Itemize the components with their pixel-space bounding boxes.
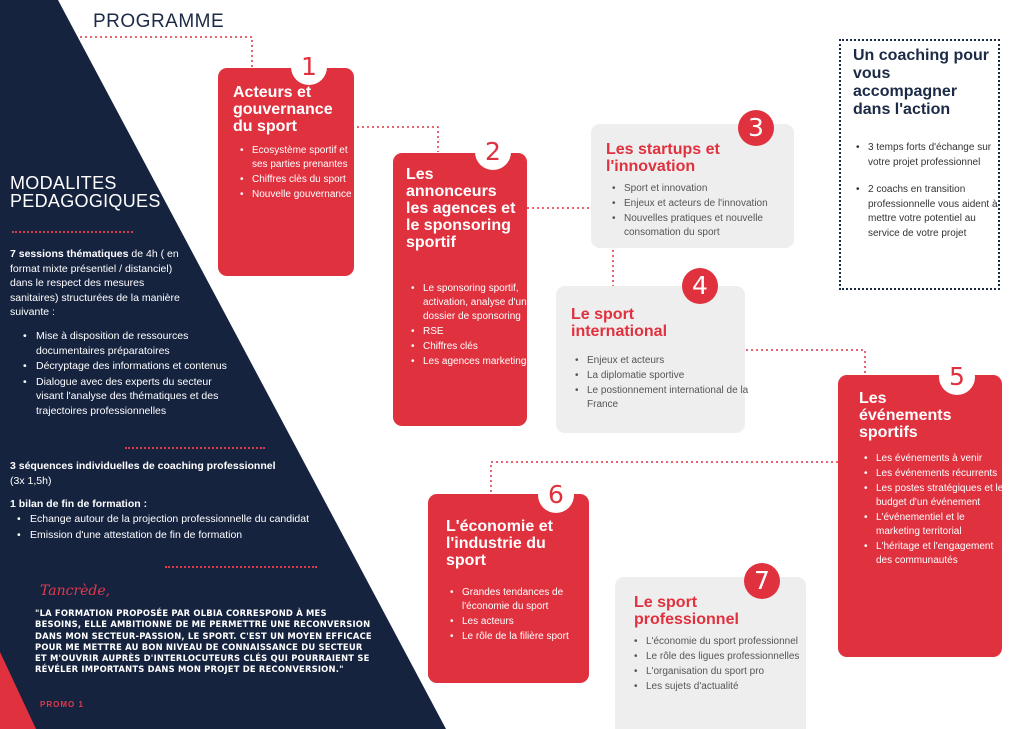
module-number-badge: 2 (475, 134, 511, 170)
list-item: • Enjeux et acteurs (587, 354, 757, 368)
list-item: • Le sponsoring sportif, activation, analyse d'un dossier de sponsoring (423, 282, 540, 324)
list-item: • Nouvelles pratiques et nouvelle consomation du sport (624, 212, 806, 240)
testimonial-author: Tancrède, (40, 583, 111, 599)
module-title: Acteurs et gouvernance du sport (233, 84, 333, 135)
sessions-bullets (14, 329, 241, 419)
module-title: Le sport international (571, 306, 668, 340)
list-item: • RSE (423, 325, 540, 339)
module-title: Les startups et l'innovation (606, 141, 720, 175)
testimonial-quote: "LA FORMATION PROPOSÉE PAR OLBIA CORRESPOND À MES BESOINS, ELLE AMBITIONNE DE ME PERMETTRE UNE RECONVERSION DANS MON SECTEUR-PASSION, LE SPORT. C'EST UN MOYEN EFFICACE POUR ME METTRE AU BON NIVEAU DE CONNAISSANCE DU SECTEUR ET M'OUVRIR AUPRÈS D'INTERLOCUTEURS CLÉS QUI POURRAIENT SE RÉVÉLER IMPORTANTS DANS MON PROJET DE RECONVERSION." (35, 608, 372, 675)
list-item: • Les postes stratégiques et le budget d'un événement (876, 482, 1011, 510)
modalites-divider (12, 231, 133, 233)
module-number-badge: 1 (291, 49, 327, 85)
coaching-items (855, 141, 1008, 254)
list-item: • La diplomatie sportive (587, 369, 757, 383)
connector-4-5 (746, 350, 865, 375)
module-card-7 (615, 577, 806, 729)
module-number-badge: 3 (738, 110, 774, 146)
list-item: • Mise à disposition de ressources documentaires préparatoires (36, 329, 241, 358)
list-item: • Chiffres clés (423, 340, 540, 354)
module-items (402, 282, 540, 370)
list-item: • Dialogue avec des experts du secteur visant l'analyse des thématiques et des trajectoires professionnelles (36, 375, 241, 419)
list-item: • Chiffres clès du sport (252, 173, 364, 187)
testimonial-promo: PROMO 1 (40, 700, 84, 709)
module-items (231, 144, 364, 203)
list-item: • Le rôle des ligues professionnelles (646, 650, 821, 664)
list-item: • L'économie du sport professionnel (646, 635, 821, 649)
module-number-badge: 7 (744, 563, 780, 599)
module-card-4 (556, 286, 749, 433)
list-item: • Enjeux et acteurs de l'innovation (624, 197, 806, 211)
module-items (625, 635, 821, 695)
list-item: • L'événementiel et le marketing territorial (876, 511, 1011, 539)
coaching-paragraph (10, 459, 300, 488)
sessions-paragraph (10, 247, 180, 320)
sessions-text: de 4h ( en format mixte présentiel / distanciel) dans le respect des mesures sanitaires) structurées de la manière suivante : (10, 248, 180, 318)
testimonial-divider (165, 566, 317, 568)
list-item: • Décryptage des informations et contenus (36, 359, 241, 374)
modalites-divider-2 (125, 447, 265, 449)
module-title: Les événements sportifs (859, 390, 952, 441)
module-card-2 (393, 153, 527, 426)
bilan-title (10, 497, 310, 512)
list-item: • L'organisation du sport pro (646, 665, 821, 679)
module-items (603, 182, 806, 241)
bilan-bullets (8, 512, 350, 543)
modalites-title: MODALITES PEDAGOGIQUES (10, 173, 161, 211)
module-title: Le sport professionnel (634, 594, 739, 628)
module-items (855, 452, 1011, 569)
list-item: • 2 coachs en transition professionnelle vous aident à mettre votre potentiel au service de votre projet (868, 183, 1008, 241)
module-title: Les annonceurs les agences et le sponsoring sportif (406, 166, 516, 251)
coaching-text: (3x 1,5h) (10, 474, 52, 487)
module-card-5 (838, 375, 1002, 657)
coaching-title: Un coaching pour vous accompagner dans l'action (853, 47, 989, 118)
list-item: • Ecosystème sportif et ses parties prenantes (252, 144, 364, 172)
list-item: • Le rôle de la filière sport (462, 630, 597, 644)
module-card-6 (428, 494, 589, 683)
list-item: • Sport et innovation (624, 182, 806, 196)
coaching-bold: 3 séquences individuelles de coaching professionnel (10, 460, 276, 472)
module-items (566, 354, 757, 413)
list-item: • Les agences marketing (423, 355, 540, 369)
page-title: PROGRAMME (93, 11, 225, 32)
module-card-1 (218, 68, 354, 276)
connector-title-1 (80, 37, 252, 67)
list-item: • Grandes tendances de l'économie du sport (462, 586, 597, 614)
sessions-bold: 7 sessions thématiques (10, 248, 129, 260)
list-item: • L'héritage et l'engagement des communautés (876, 540, 1011, 568)
module-items (441, 586, 597, 645)
list-item: • Les acteurs (462, 615, 597, 629)
list-item: • Echange autour de la projection professionnelle du candidat (30, 512, 350, 527)
bilan-bold: 1 bilan de fin de formation : (10, 498, 148, 510)
list-item: • Les sujets d'actualité (646, 680, 821, 694)
coaching-box (839, 39, 1000, 290)
module-number-badge: 4 (682, 268, 718, 304)
list-item: • Les événements récurrents (876, 467, 1011, 481)
module-number-badge: 5 (939, 359, 975, 395)
list-item: • Nouvelle gouvernance (252, 188, 364, 202)
connector-1-2 (352, 127, 438, 152)
module-title: L'économie et l'industrie du sport (446, 518, 553, 569)
list-item: • Les événements à venir (876, 452, 1011, 466)
module-number-badge: 6 (538, 477, 574, 513)
list-item: • Emission d'une attestation de fin de formation (30, 528, 350, 543)
list-item: • 3 temps forts d'échange sur votre projet professionnel (868, 141, 1008, 170)
list-item: • Le postionnement international de la France (587, 384, 757, 412)
